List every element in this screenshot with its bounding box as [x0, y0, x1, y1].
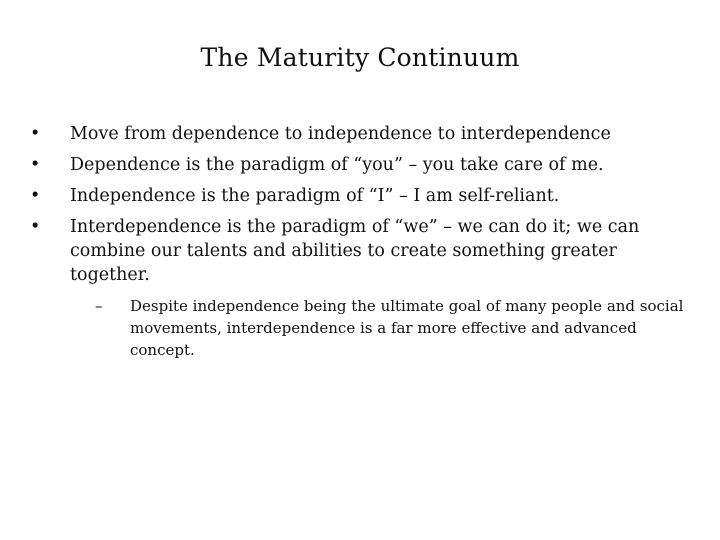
bullet-item [30, 215, 685, 361]
bullet-text: Independence is the paradigm of “I” – I am self-reliant. [70, 186, 560, 206]
bullet-marker: • [30, 186, 41, 206]
slide-title: The Maturity Continuum [200, 43, 520, 72]
bullet-item [30, 153, 685, 177]
bullet-marker: • [30, 155, 41, 175]
bullet-list [30, 122, 685, 368]
bullet-text: Move from dependence to independence to interdependence [70, 124, 611, 144]
sub-bullet-text: Despite independence being the ultimate goal of many people and social movements, interdependence is a far more effective and advanced concept. [130, 297, 684, 359]
sub-bullet-item [70, 295, 685, 361]
bullet-marker: • [30, 217, 41, 237]
bullet-item [30, 184, 685, 208]
bullet-marker: • [30, 124, 41, 144]
sub-bullet-marker: – [95, 297, 103, 315]
sub-bullet-list [70, 295, 685, 361]
bullet-text: Interdependence is the paradigm of “we” – we can do it; we can combine our talents and abilities to create something greater together. [70, 217, 640, 285]
bullet-item [30, 122, 685, 146]
bullet-text: Dependence is the paradigm of “you” – you take care of me. [70, 155, 604, 175]
